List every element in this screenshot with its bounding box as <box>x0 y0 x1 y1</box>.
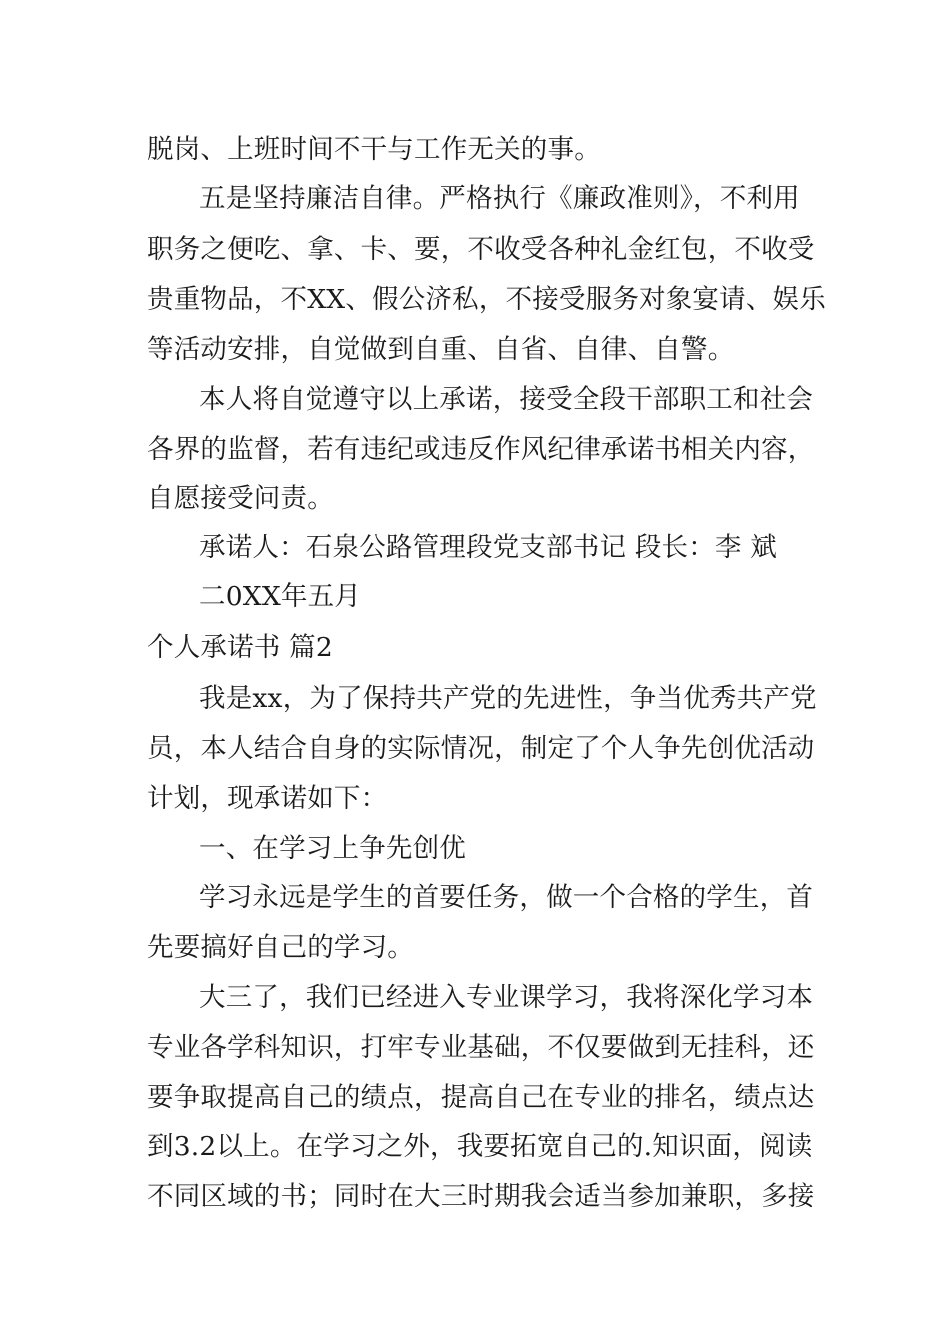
text-line: 贵重物品，不XX、假公济私，不接受服务对象宴请、娱乐 <box>147 284 826 315</box>
text-line: 职务之便吃、拿、卡、要，不收受各种礼金红包，不收受 <box>147 234 815 265</box>
date-line: 二0XX年五月 <box>199 581 361 612</box>
text-line: 大三了，我们已经进入专业课学习，我将深化学习本 <box>199 982 814 1013</box>
text-line: 本人将自觉遵守以上承诺，接受全段干部职工和社会 <box>199 384 814 415</box>
text-line: 我是xx，为了保持共产党的先进性，争当优秀共产党 <box>199 683 817 714</box>
text-line: 要争取提高自己的绩点，提高自己在专业的排名，绩点达 <box>147 1082 815 1113</box>
text-line: 学习永远是学生的首要任务，做一个合格的学生，首 <box>199 882 814 913</box>
text-line: 五是坚持廉洁自律。严格执行《廉政准则》，不利用 <box>199 183 800 214</box>
text-line: 到3.2以上。在学习之外，我要拓宽自己的.知识面，阅读 <box>147 1131 813 1162</box>
text-line: 自愿接受问责。 <box>147 483 334 514</box>
text-line: 等活动安排，自觉做到自重、自省、自律、自警。 <box>147 334 735 365</box>
subheading: 一、在学习上争先创优 <box>199 833 466 864</box>
text-line: 专业各学科知识，打牢专业基础，不仅要做到无挂科，还 <box>147 1032 815 1063</box>
text-line: 不同区域的书；同时在大三时期我会适当参加兼职，多接 <box>147 1181 815 1212</box>
text-line: 员，本人结合自身的实际情况，制定了个人争先创优活动 <box>147 733 815 764</box>
text-line: 先要搞好自己的学习。 <box>147 932 414 963</box>
section-heading: 个人承诺书 篇2 <box>147 632 333 663</box>
text-line: 脱岗、上班时间不干与工作无关的事。 <box>147 134 601 165</box>
text-line: 计划，现承诺如下： <box>147 783 388 814</box>
text-line: 各界的监督，若有违纪或违反作风纪律承诺书相关内容， <box>147 434 815 465</box>
signature-line: 承诺人：石泉公路管理段党支部书记 段长：李 斌 <box>199 532 777 563</box>
